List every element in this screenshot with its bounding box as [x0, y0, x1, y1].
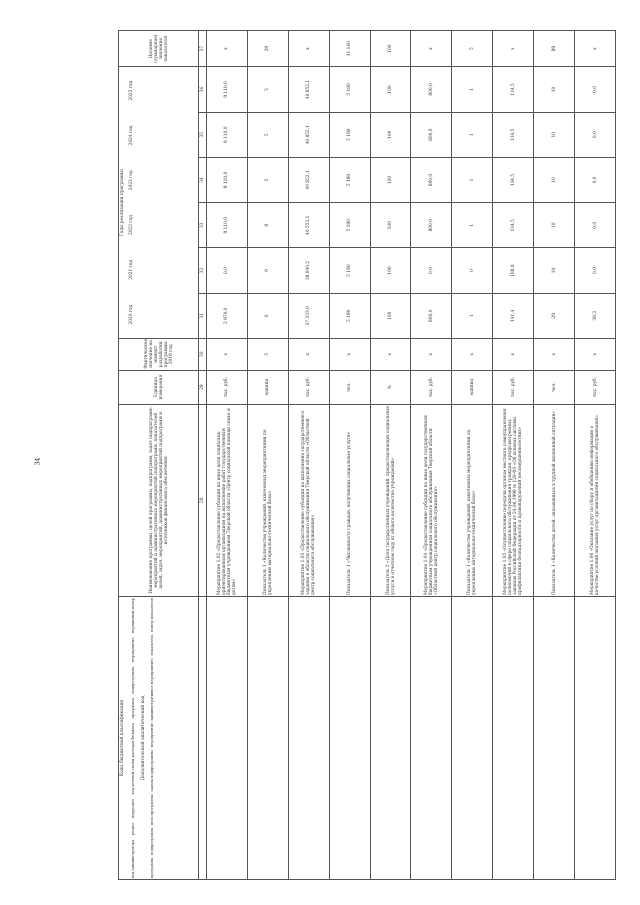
fact-header: Фактическое значение на момент разработки программы 2019 год	[119, 338, 199, 370]
column-number: 33	[199, 203, 207, 248]
row-code-cells	[534, 597, 575, 880]
kbk-col-label: подраздел	[131, 798, 135, 819]
row-target: 89	[534, 31, 575, 67]
row-year-value: 100	[370, 157, 411, 202]
kbk-sub-label: подпрограмма	[131, 666, 135, 694]
row-fact: x	[534, 338, 575, 370]
add-subcolumns	[150, 598, 154, 878]
column-number: 31	[199, 293, 207, 338]
kbk-col-label: раздел	[131, 822, 135, 836]
row-year-value: 100	[370, 112, 411, 157]
add-col-label: задача подпрограммы	[150, 750, 154, 792]
row-fact: x	[329, 338, 370, 370]
row-year-value: 800,0	[411, 112, 452, 157]
row-year-value: 100	[370, 203, 411, 248]
row-year-value: 100	[370, 293, 411, 338]
row-year-value: 5 190	[329, 157, 370, 202]
table-row	[288, 31, 329, 880]
row-code-cells	[207, 597, 248, 880]
table-row	[534, 31, 575, 880]
row-year-value: 100	[370, 67, 411, 112]
row-year-value: 134,5	[493, 203, 534, 248]
add-col-label: подпрограмма	[150, 827, 154, 855]
row-year-value: 800,0	[411, 67, 452, 112]
row-fact: x	[575, 338, 616, 370]
row-year-value: 141,4	[493, 293, 534, 338]
row-unit: единиц	[247, 370, 288, 404]
row-year-value: 1	[452, 157, 493, 202]
row-year-value: 5	[247, 157, 288, 202]
row-name: Показатель 2 «Доля государственных учреждений, предоставляющих социальные услуги в отчетном году от общего количества учреждений»	[370, 404, 411, 596]
row-unit: тыс. руб.	[411, 370, 452, 404]
row-unit: чел.	[534, 370, 575, 404]
row-unit: тыс. руб.	[207, 370, 248, 404]
years-header	[119, 67, 199, 339]
kbk-col-label: код администратора	[131, 839, 135, 878]
unit-header: Единица измерения	[119, 370, 199, 404]
row-unit: тыс. руб.	[288, 370, 329, 404]
year-label: 2021 год	[129, 259, 134, 280]
row-fact: x	[288, 338, 329, 370]
row-name: Показатель 1 «Количество учреждений, охваченных мероприятиями по укреплению материально-технической базы»	[452, 404, 493, 596]
kbk-title: Коды бюджетной классификации	[120, 699, 125, 777]
column-number: 28	[199, 404, 207, 596]
column-number-blank	[199, 597, 207, 880]
row-year-value: 5 190	[329, 203, 370, 248]
row-year-value: 40 852,1	[288, 67, 329, 112]
program-table	[118, 30, 616, 880]
row-year-value: 5 190	[329, 67, 370, 112]
row-year-value: 5 190	[329, 112, 370, 157]
row-year-value: 800,0	[411, 157, 452, 202]
row-year-value: 10	[534, 248, 575, 293]
row-year-value: 134,5	[493, 112, 534, 157]
year-labels	[129, 68, 134, 337]
row-year-value: 0,0	[575, 112, 616, 157]
table-row	[370, 31, 411, 880]
row-year-value: 188,8	[493, 248, 534, 293]
table-row	[329, 31, 370, 880]
column-number: 36	[199, 67, 207, 112]
row-year-value: 10	[534, 67, 575, 112]
kbk-header	[119, 597, 199, 880]
row-code-cells	[329, 597, 370, 880]
row-year-value: 10	[534, 157, 575, 202]
row-year-value: 0,0	[575, 203, 616, 248]
row-code-cells	[575, 597, 616, 880]
table-row	[411, 31, 452, 880]
row-year-value: 1	[452, 293, 493, 338]
kbk-sub-label: порядковый номер	[131, 598, 135, 634]
row-code-cells	[288, 597, 329, 880]
column-numbers-row	[199, 31, 207, 880]
year-label: 2024 год	[129, 125, 134, 146]
page-number: 34	[34, 457, 42, 466]
row-name: Мероприятие 1.05 «Осуществление передачи органам местного самоуправления полномочий в сфере социального обслуживания граждан, предусмотренных законом Российской Федерации от 24.06.1999 № 120-ФЗ «Об основах системы профилактики безнадзорности и правонарушений несовершеннолетних»	[493, 404, 534, 596]
row-target: 5	[452, 31, 493, 67]
row-year-value: 10	[534, 203, 575, 248]
row-fact: x	[411, 338, 452, 370]
row-fact: 5	[247, 338, 288, 370]
target-header: Целевое (суммарное) значение показателя	[119, 31, 199, 67]
row-name: Мероприятие 1.02 «Предоставление субсидии на иные цели социально ориентированным организациям на выполнение работ государственным бюджетным учреждением Тверской области «Центр социальной помощи семье и детям»	[207, 404, 248, 596]
kbk-subcolumns	[131, 598, 135, 878]
table-row	[247, 31, 288, 880]
program-name-header: Наименование программы, целей программы, подпрограмм, задач подпрограмм, мероприятий и административных мероприятий подпрограмм, показателей целей, задач, мероприятий, административных мероприятий подпрограмм и источников финансового обеспечения	[119, 404, 199, 596]
row-target: x	[288, 31, 329, 67]
row-code-cells	[411, 597, 452, 880]
add-col-label: показатель	[150, 634, 154, 656]
table-row	[575, 31, 616, 880]
rotated-table-sheet	[118, 30, 616, 880]
kbk-col-label: код целевой статьи расходов бюджета	[131, 723, 135, 795]
row-code-cells	[452, 597, 493, 880]
add-col-label: программа	[150, 857, 154, 878]
column-number: 35	[199, 112, 207, 157]
row-year-value: 0	[247, 248, 288, 293]
row-year-value: 5 190	[329, 293, 370, 338]
row-fact: x	[370, 338, 411, 370]
row-target: x	[575, 31, 616, 67]
row-target: 29	[247, 31, 288, 67]
row-year-value: 40 852,1	[288, 112, 329, 157]
year-label: 2020 год	[129, 304, 134, 325]
kbk-sub-label: мероприятие	[131, 637, 135, 663]
year-label: 2023 год	[129, 170, 134, 191]
add-class-title: Дополнительный аналитический код	[141, 695, 146, 781]
add-col-label: номер показателя	[150, 598, 154, 632]
row-year-value: 10	[534, 112, 575, 157]
column-number: 29	[199, 370, 207, 404]
row-year-value: 2 970,0	[207, 293, 248, 338]
column-number: 34	[199, 157, 207, 202]
row-year-value: 5 190	[329, 248, 370, 293]
years-title: Годы реализации программы	[120, 169, 125, 237]
row-year-value: 37 333,0	[288, 293, 329, 338]
row-target: 100	[370, 31, 411, 67]
row-year-value: 38 040,2	[288, 248, 329, 293]
row-year-value: 0,0	[575, 67, 616, 112]
row-unit: %	[370, 370, 411, 404]
row-target: x	[207, 31, 248, 67]
row-code-cells	[370, 597, 411, 880]
row-unit: единиц	[452, 370, 493, 404]
table-body	[207, 31, 616, 880]
row-name: Мероприятие 1.04 «Предоставление субсидии на иные цели государственным бюджетным учреждениям социального обслуживания Тверской области «Областной центр социального обслуживания»	[411, 404, 452, 596]
row-year-value: 134,5	[493, 67, 534, 112]
row-year-value: 0,0	[575, 248, 616, 293]
row-year-value: 0	[452, 248, 493, 293]
row-target: 31 140	[329, 31, 370, 67]
row-year-value: 29	[534, 293, 575, 338]
row-year-value: 0,0	[207, 248, 248, 293]
row-year-value: 9 110,0	[207, 157, 248, 202]
table-row	[493, 31, 534, 880]
add-col-label: цель программы	[150, 794, 154, 826]
row-year-value: 40 852,1	[288, 157, 329, 202]
row-year-value: 1	[452, 203, 493, 248]
row-name: Мероприятие 1.03 «Предоставление субсидии на выполнение государственного задания в области социального обслуживания Тверской области «Областной центр социального обслуживания»	[288, 404, 329, 596]
column-number: 37	[199, 31, 207, 67]
row-fact: x	[452, 338, 493, 370]
row-unit: чел.	[329, 370, 370, 404]
row-name: Мероприятие 1.06 «Оказание услуг по сбору и обобщению информации о качестве условий оказания услуг организациями социального обслуживания»	[575, 404, 616, 596]
table-row	[207, 31, 248, 880]
row-code-cells	[247, 597, 288, 880]
row-name: Показатель 1 «Количество учреждений, охваченных мероприятиями по укреплению материально-технической базы»	[247, 404, 288, 596]
row-year-value: 100	[370, 248, 411, 293]
row-year-value: 9 110,0	[207, 67, 248, 112]
column-number: 30	[199, 338, 207, 370]
table-row	[452, 31, 493, 880]
row-fact: x	[207, 338, 248, 370]
row-year-value: 134,5	[493, 157, 534, 202]
column-number: 32	[199, 248, 207, 293]
row-unit: тыс. руб.	[493, 370, 534, 404]
row-target: x	[493, 31, 534, 67]
row-year-value: 800,0	[411, 293, 452, 338]
row-target: x	[411, 31, 452, 67]
row-year-value: 9 110,0	[207, 203, 248, 248]
row-year-value: 38,3	[575, 293, 616, 338]
row-year-value: 0,0	[411, 248, 452, 293]
row-name: Показатель 1 «Численность граждан, получивших социальные услуги»	[329, 404, 370, 596]
row-code-cells	[493, 597, 534, 880]
row-year-value: 6	[247, 293, 288, 338]
year-label: 2025 год	[129, 80, 134, 101]
row-year-value: 1	[452, 67, 493, 112]
row-year-value: 9 110,0	[207, 112, 248, 157]
row-fact: x	[493, 338, 534, 370]
row-year-value: 1	[452, 112, 493, 157]
row-year-value: 5	[247, 67, 288, 112]
row-unit: тыс. руб.	[575, 370, 616, 404]
row-name: Показатель 1 «Количество детей, оказавшихся в трудной жизненной ситуации»	[534, 404, 575, 596]
kbk-sub-label: программа	[131, 698, 135, 719]
year-label: 2022 год	[129, 215, 134, 235]
add-col-label: мероприятие (административное мероприятие)	[150, 658, 154, 748]
row-year-value: 8	[247, 203, 288, 248]
row-year-value: 800,0	[411, 203, 452, 248]
row-year-value: 5	[247, 112, 288, 157]
row-year-value: 40 552,1	[288, 203, 329, 248]
row-year-value: 0,0	[575, 157, 616, 202]
